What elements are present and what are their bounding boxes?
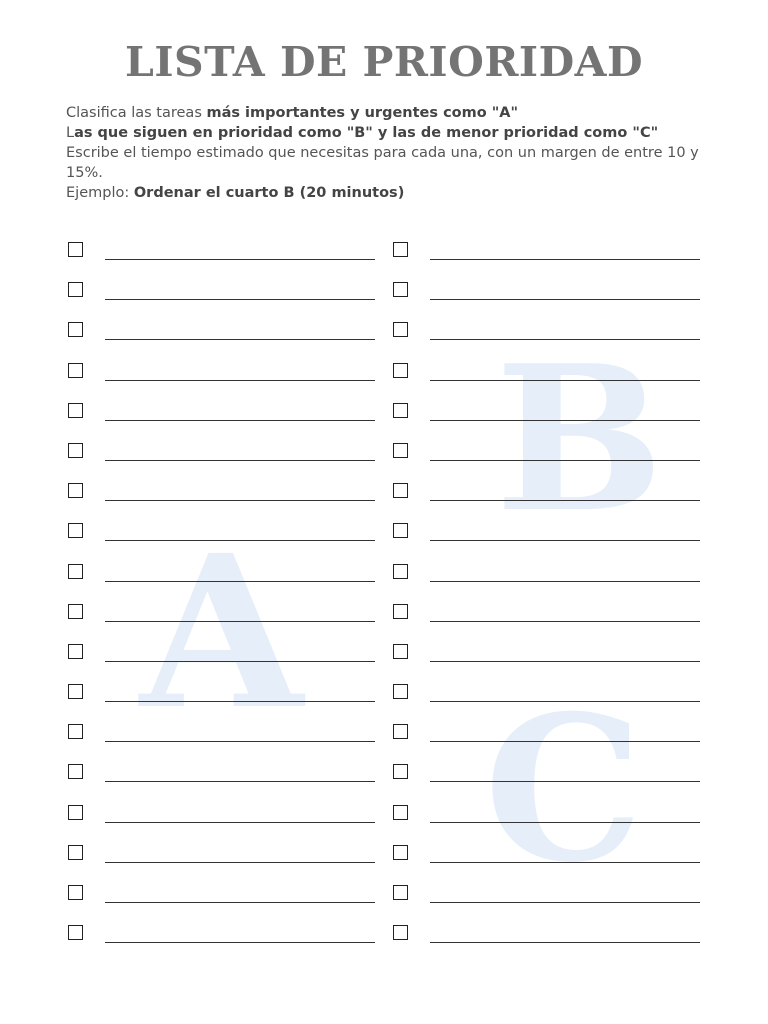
task-write-line[interactable]	[105, 741, 375, 742]
task-checkbox[interactable]	[68, 564, 83, 579]
example-text: Ordenar el cuarto B (20 minutos)	[133, 185, 405, 201]
task-checkbox[interactable]	[68, 925, 83, 940]
task-checkbox[interactable]	[393, 282, 408, 297]
watermark-letter-c: C	[484, 672, 644, 907]
task-write-line[interactable]	[430, 581, 700, 582]
task-write-line[interactable]	[430, 781, 700, 782]
task-write-line[interactable]	[430, 380, 700, 381]
task-write-line[interactable]	[105, 460, 375, 461]
instruction-line-2-bold: as que siguen en prioridad como "B" y las de menor prioridad como "C"	[74, 125, 659, 141]
task-write-line[interactable]	[430, 701, 700, 702]
checklist-row	[66, 280, 376, 320]
task-checkbox[interactable]	[393, 322, 408, 337]
task-write-line[interactable]	[105, 339, 375, 340]
checklist-row	[66, 320, 376, 360]
task-write-line[interactable]	[430, 621, 700, 622]
checklist-row	[391, 441, 701, 481]
task-write-line[interactable]	[105, 781, 375, 782]
task-checkbox[interactable]	[393, 363, 408, 378]
checklist-row	[66, 883, 376, 923]
task-checkbox[interactable]	[393, 885, 408, 900]
checklist-row	[66, 843, 376, 883]
example-label: Ejemplo:	[66, 185, 134, 201]
task-checkbox[interactable]	[393, 925, 408, 940]
task-checkbox[interactable]	[68, 523, 83, 538]
checklist-row	[391, 361, 701, 401]
task-write-line[interactable]	[430, 942, 700, 943]
task-write-line[interactable]	[430, 339, 700, 340]
checklist-row	[66, 521, 376, 561]
checklist-right-column	[391, 240, 701, 963]
task-write-line[interactable]	[105, 380, 375, 381]
task-checkbox[interactable]	[68, 363, 83, 378]
instructions	[66, 103, 706, 203]
checklist-row	[391, 602, 701, 642]
task-write-line[interactable]	[105, 822, 375, 823]
checklist-row	[66, 803, 376, 843]
task-write-line[interactable]	[430, 741, 700, 742]
task-checkbox[interactable]	[393, 443, 408, 458]
instruction-line-1-text: Clasifica las tareas	[66, 105, 207, 121]
checklist-row	[66, 401, 376, 441]
checklist-row	[391, 642, 701, 682]
checklist-row	[391, 923, 701, 963]
task-write-line[interactable]	[105, 701, 375, 702]
checklist-left-column	[66, 240, 376, 963]
task-checkbox[interactable]	[68, 724, 83, 739]
checklist-row	[391, 762, 701, 802]
watermark-letter-b: B	[495, 322, 665, 557]
task-checkbox[interactable]	[68, 443, 83, 458]
checklist-row	[66, 682, 376, 722]
task-write-line[interactable]	[430, 540, 700, 541]
task-checkbox[interactable]	[393, 684, 408, 699]
task-write-line[interactable]	[105, 259, 375, 260]
task-checkbox[interactable]	[68, 684, 83, 699]
checklist-row	[66, 481, 376, 521]
checklist-row	[391, 883, 701, 923]
task-write-line[interactable]	[430, 661, 700, 662]
checklist-row	[66, 642, 376, 682]
task-write-line[interactable]	[105, 581, 375, 582]
checklist-row	[391, 562, 701, 602]
checklist-row	[391, 843, 701, 883]
checklist-row	[66, 240, 376, 280]
checklist-row	[391, 320, 701, 360]
task-checkbox[interactable]	[68, 483, 83, 498]
checklist-row	[66, 762, 376, 802]
task-checkbox[interactable]	[68, 764, 83, 779]
task-write-line[interactable]	[105, 942, 375, 943]
task-write-line[interactable]	[430, 822, 700, 823]
task-checkbox[interactable]	[393, 845, 408, 860]
task-checkbox[interactable]	[393, 805, 408, 820]
task-write-line[interactable]	[105, 420, 375, 421]
checklist-row	[66, 923, 376, 963]
instruction-line-1-bold: más importantes y urgentes como "A"	[206, 105, 519, 121]
watermark-letter-a: A	[140, 509, 303, 756]
task-write-line[interactable]	[105, 299, 375, 300]
instruction-line-3: Escribe el tiempo estimado que necesitas para cada una, con un margen de entre 10 y 15%.	[66, 145, 699, 181]
checklist-row	[391, 521, 701, 561]
checklist-row	[391, 682, 701, 722]
task-write-line[interactable]	[430, 460, 700, 461]
task-checkbox[interactable]	[393, 724, 408, 739]
checklist-row	[66, 722, 376, 762]
task-checkbox[interactable]	[393, 523, 408, 538]
task-write-line[interactable]	[105, 540, 375, 541]
task-checkbox[interactable]	[68, 845, 83, 860]
task-checkbox[interactable]	[68, 322, 83, 337]
task-checkbox[interactable]	[68, 885, 83, 900]
checklist-row	[391, 803, 701, 843]
checklist-row	[66, 562, 376, 602]
task-write-line[interactable]	[430, 259, 700, 260]
task-checkbox[interactable]	[393, 483, 408, 498]
task-checkbox[interactable]	[393, 564, 408, 579]
task-write-line[interactable]	[105, 621, 375, 622]
page-title: LISTA DE PRIORIDAD	[124, 38, 644, 86]
instruction-line-2	[66, 123, 706, 143]
task-checkbox[interactable]	[68, 403, 83, 418]
task-write-line[interactable]	[430, 299, 700, 300]
task-checkbox[interactable]	[68, 282, 83, 297]
instruction-line-1	[66, 103, 706, 123]
checklist-row	[66, 441, 376, 481]
checklist-row	[391, 280, 701, 320]
example-line	[66, 183, 706, 203]
task-write-line[interactable]	[430, 862, 700, 863]
task-write-line[interactable]	[105, 902, 375, 903]
instruction-line-2-text: L	[66, 125, 75, 141]
task-write-line[interactable]	[430, 420, 700, 421]
checklist-row	[391, 240, 701, 280]
task-checkbox[interactable]	[393, 403, 408, 418]
task-checkbox[interactable]	[68, 644, 83, 659]
task-checkbox[interactable]	[393, 644, 408, 659]
checklist-row	[391, 401, 701, 441]
task-write-line[interactable]	[430, 500, 700, 501]
task-checkbox[interactable]	[68, 604, 83, 619]
task-checkbox[interactable]	[393, 604, 408, 619]
checklist-row	[391, 722, 701, 762]
task-write-line[interactable]	[105, 500, 375, 501]
task-write-line[interactable]	[430, 902, 700, 903]
task-checkbox[interactable]	[68, 805, 83, 820]
task-checkbox[interactable]	[393, 764, 408, 779]
checklist-row	[391, 481, 701, 521]
checklist-row	[66, 361, 376, 401]
task-checkbox[interactable]	[393, 242, 408, 257]
task-write-line[interactable]	[105, 862, 375, 863]
checklist-row	[66, 602, 376, 642]
task-write-line[interactable]	[105, 661, 375, 662]
task-checkbox[interactable]	[68, 242, 83, 257]
